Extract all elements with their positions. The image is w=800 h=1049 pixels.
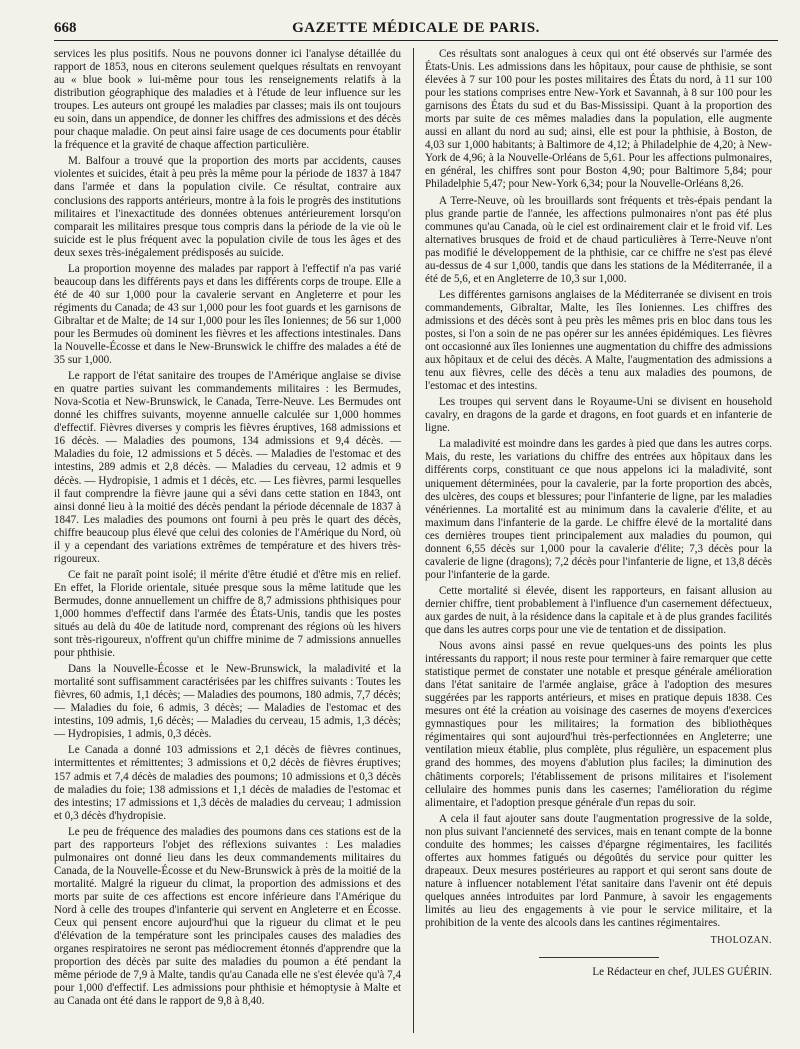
- paragraph: M. Balfour a trouvé que la proportion des morts par accidents, causes violentes et suicides, était à peu près la même pour la période de 1837 à 1847 dans l'armée et dans la population civile. Ce résultat, contraire aux conclusions des rapports antérieurs, montre à la fois le progrès des institutions militaires et l'inexactitude des données obtenues antérieurement lorsqu'on comparait les militaires presque tous compris dans la période de la vie où le suicide est le plus fréquent avec la population civile de tous les âges et des deux sexes très-inégalement prédisposés au suicide.: [54, 155, 401, 259]
- right-column: [425, 48, 772, 1038]
- paragraph: Le peu de fréquence des maladies des poumons dans ces stations est de la part des rapporteurs l'objet des réflexions suivantes : Les maladies pulmonaires ont donné lieu dans les deux commandements militaires du Canada, de la Nouvelle-Écosse et du New-Brunswick à près de la moitié de la mortalité. Malgré la rigueur du climat, la proportion des admissions et des morts par suite de ces affections est encore inférieure dans l'Amérique du Nord à celle des troupes d'infanterie qui servent en Angleterre et en Écosse. Ceux qui pensent encore aujourd'hui que la rigueur du climat et le peu d'élévation de la température sont les principales causes des maladies des organes respiratoires ne seront pas médiocrement étonnés d'apprendre que la proportion des décès par suite des maladies du poumon a été pendant la même période de 7,9 à Malte, tandis qu'au Canada elle ne s'est élevée qu'à 7,4 pour 1,000 d'effectif. Les admissions pour phthisie et hémoptysie à Malte et au Canada ont été dans le rapport de 9,8 à 8,40.: [54, 825, 401, 1008]
- paragraph: La maladivité est moindre dans les gardes à pied que dans les autres corps. Mais, du reste, les variations du chiffre des entrées aux hôpitaux dans les différents corps, constituant ce que nous appelons ici la maladivité, sont uniquement déterminées, pour la cavalerie, par la forte proportion des abcès, des ulcères, des coups et blessures; pour l'infanterie de ligne, par les maladies vénériennes. La mortalité est au minimum dans la cavalerie d'élite, et au maximum dans l'infanterie de la garde. Le chiffre élevé de la mortalité dans ces dernières troupes tient principalement aux maladies du poumon, qui donnent 6,55 décès sur 1,000 pour la cavalerie d'élite; 7,3 décès pour la cavalerie de ligne (dragons); 7,2 décès pour l'infanterie de ligne, et 13,8 décès pour l'infanterie de la garde.: [425, 438, 772, 581]
- paragraph: Le Canada a donné 103 admissions et 2,1 décès de fièvres continues, intermittentes et rémittentes; 3 admissions et 0,2 décès de fièvres éruptives; 157 admis et 7,4 décès de maladies des poumons; 10 admissions et 0,3 décès de maladies du foie; 138 admissions et 1,1 décès de maladies de l'estomac et des intestins; 17 admissions et 1,3 décès de maladies du cerveau; 1 admission et 0,3 décès d'hydropisie.: [54, 744, 401, 822]
- paragraph: A cela il faut ajouter sans doute l'augmentation progressive de la solde, non plus suivant l'ancienneté des services, mais en tenant compte de la bonne conduite des hommes; les caisses d'épargne régimentaires, les facilités offertes aux hommes fatigués ou dégoûtés du service pour quitter les drapeaux. Deux mesures postérieures au rapport et qui seront sans doute de nature à influencer notablement l'état sanitaire dans l'avenir ont été depuis quelques années introduites par lord Panmure, à savoir les engagements limités au lieu des engagements à vie pour le service militaire, et la prohibition de la vente des alcools dans les cantines régimentaires.: [425, 812, 772, 930]
- page-number: 668: [54, 20, 77, 36]
- paragraph: Ces résultats sont analogues à ceux qui ont été observés sur l'armée des États-Unis. Les admissions dans les hôpitaux, pour cause de phthisie, se sont élevées à 7 sur 100 pour les postes militaires des États du nord, à 11 sur 100 pour les stations comprises entre New-York et Savannah, à 8 sur 100 pour les garnisons des États du sud et du Bas-Mississipi. Quant à la proportion des morts par suite de ces mêmes maladies dans la population, elle augmente aussi en allant du nord au sud; ainsi, elle est pour la phthisie, à Boston, de 4,03 sur 1,000 habitants; à Baltimore de 4,12; à Philadelphie de 4,20; à New-York de 4,96; à la Nouvelle-Orléans de 5,61. Pour les affections pulmonaires, en général, les chiffres sont pour Boston 4,90; pour Baltimore 5,84; pour Philadelphie 5,47; pour New-York 6,34; pour la Nouvelle-Orléans 8,26.: [425, 48, 772, 191]
- paragraph: A Terre-Neuve, où les brouillards sont fréquents et très-épais pendant la plus grande partie de l'année, les affections pulmonaires n'ont pas été plus communes qu'au Canada, où le ciel est ordinairement clair et le froid vif. Les alternatives brusques de froid et de chaud particulières à Terre-Neuve n'ont pas modifié le développement de la phthisie, car ce chiffre ne s'est pas élevé au-dessus de 4 sur 1,000, tandis que dans les stations de la Méditerranée, il a été de 5,6, et en Angleterre de 10,3 sur 1,000.: [425, 194, 772, 285]
- paragraph: Nous avons ainsi passé en revue quelques-uns des points les plus intéressants du rapport; il nous reste pour terminer à faire remarquer que cette statistique permet de constater une notable et presque générale amélioration dans l'état sanitaire de l'armée anglaise, grâce à l'adoption des mesures suggérées par les rapports antérieurs, et mises en pratique depuis 1838. Ces mesures ont été la création au voisinage des casernes de moyens d'exercices gymnastiques pour les militaires; la formation des bibliothèques régimentaires qui sont aujourd'hui très-perfectionnées en Angleterre; une ventilation mieux établie, plus complète, plus régulière, un espacement plus grand des hommes, des moyens d'ablution plus faciles; la diminution des châtiments corporels; l'établissement de prisons militaires et l'isolement cellulaire des hommes punis dans les casernes; l'amélioration du régime alimentaire, et l'adoption presque générale d'un repas du soir.: [425, 640, 772, 809]
- author-signature: THOLOZAN.: [710, 935, 772, 947]
- paragraph: services les plus positifs. Nous ne pouvons donner ici l'analyse détaillée du rapport de 1853, nous en citerons seulement quelques résultats en renvoyant au « blue book » lui-même pour tous les renseignements relatifs à la distribution géographique des maladies et à l'étude de leur influence sur les troupes. Les auteurs ont groupé les maladies par classes; mais ils ont toujours eu soin, dans un appendice, de donner les chiffres des admissions et des décès pour chaque maladie. On peut ainsi faire usage de ces documents pour établir la fréquence et la gravité de chaque affection particulière.: [54, 48, 401, 152]
- paragraph: Le rapport de l'état sanitaire des troupes de l'Amérique anglaise se divise en quatre parties suivant les commandements militaires : les Bermudes, Nova-Scotia et New-Brunswick, le Canada, Terre-Neuve. Les Bermudes ont donné les chiffres suivants, moyenne annuelle calculée sur 1,000 hommes d'effectif. Fièvres diverses y compris les fièvres éruptives, 168 admissions et 16 décès. — Maladies des poumons, 134 admissions et 9,4 décès. — Maladies du foie, 12 admissions et 5 décès. — Maladies de l'estomac et des intestins, 289 admis et 2,8 décès. — Maladies du cerveau, 12 admis et 9 décès. — Hydropisie, 1 admis et 1 décès, etc. — Les fièvres, parmi lesquelles il faut comprendre la fièvre jaune qui a sévi dans cette station en 1843, ont ainsi donné lieu à la moitié des décès pendant la période décennale de 1837 à 1847. Les maladies des poumons ont fourni à peu près le quart des décès, chiffre beaucoup plus élevé que celui des colonies de l'Amérique du Nord, où il y a cependant des variations extrêmes de température et des hivers très-rigoureux.: [54, 370, 401, 565]
- page-header: [54, 18, 778, 41]
- article-body: [54, 48, 778, 1038]
- editor-line: Le Rédacteur en chef, JULES GUÉRIN.: [592, 966, 772, 979]
- paragraph: Les différentes garnisons anglaises de la Méditerranée se divisent en trois commandements, Gibraltar, Malte, les îles Ioniennes. Les chiffres des admissions et des décès sont à peu près les mêmes pris en bloc dans tous les postes, si l'on a soin de ne pas opérer sur les années épidémiques. Les fièvres ont occasionné aux îles Ioniennes une augmentation du chiffre des admissions aux hôpitaux et de celui des décès. A Malte, l'augmentation des admissions a tenu aux fièvres, celle des décès a tenu aux maladies des poumons, de l'estomac et des intestins.: [425, 288, 772, 393]
- paragraph: Ce fait ne paraît point isolé; il mérite d'être étudié et d'être mis en relief. En effet, la Floride orientale, située presque sous la même latitude que les Bermudes, donne annuellement un chiffre de 8,7 admissions phthisiques pour 1,000 hommes d'effectif dans l'armée des États-Unis, tandis que les postes situés au delà du 40e de latitude nord, comprenant des régions où les hivers sont très-rigoureux, n'offrent qu'un chiffre minime de 7 admissions annuelles pour phthisie.: [54, 568, 401, 660]
- paragraph: Cette mortalité si élevée, disent les rapporteurs, en faisant allusion au dernier chiffre, tient probablement à l'influence d'un casernement défectueux, aux gardes de nuit, à la résidence dans la capitale et à de plus grandes facilités que dans les autres corps pour une vie de tentation et de dissipation.: [425, 584, 772, 637]
- paragraph: Dans la Nouvelle-Écosse et le New-Brunswick, la maladivité et la mortalité sont suffisamment caractérisées par les chiffres suivants : Toutes les fièvres, 60 admis, 1,1 décès; — Maladies des poumons, 180 admis, 7,7 décès; — Maladies du foie, 6 admis, 3 décès; — Maladies de l'estomac et des intestins, 109 admis, 1,6 décès; — Maladies du cerveau, 15 admis, 1,3 décès; — Hydropisies, 1 admis, 0,3 décès.: [54, 663, 401, 741]
- paragraph: La proportion moyenne des malades par rapport à l'effectif n'a pas varié beaucoup dans les différents pays et dans les différents corps de troupe. Elle a été de 40 sur 1,000 pour la cavalerie servant en Angleterre et pour les régiments du Canada; de 43 sur 1,000 pour les foot guards et les garnisons de Gibraltar et de Malte; de 14 sur 1,000 pour les îles Ioniennes; de 56 sur 1,000 pour les Bermudes où dominent les fièvres et les affections intestinales. Dans la Nouvelle-Écosse et dans le New-Brunswick le chiffre des malades a été de 35 sur 1,000.: [54, 262, 401, 367]
- separator-rule: [539, 957, 659, 958]
- journal-title: GAZETTE MÉDICALE DE PARIS.: [292, 20, 540, 36]
- left-column: [54, 48, 401, 1038]
- column-divider: [413, 48, 414, 1033]
- paragraph: Les troupes qui servent dans le Royaume-Uni se divisent en household cavalry, en dragons de la garde et dragons, en foot guards et en infanterie de ligne.: [425, 396, 772, 435]
